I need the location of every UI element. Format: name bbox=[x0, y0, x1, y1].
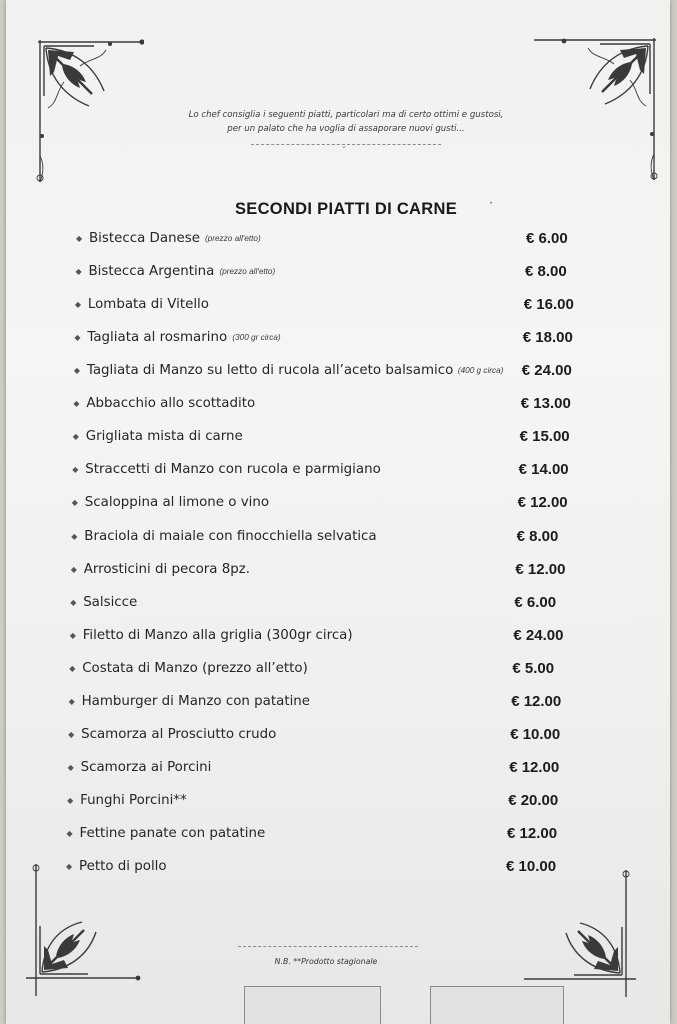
menu-item-price: € 6.00 bbox=[526, 230, 568, 247]
corner-ornament-top-left-icon bbox=[34, 36, 144, 186]
menu-item-note: (prezzo all'etto) bbox=[219, 267, 276, 277]
menu-item-price: € 20.00 bbox=[508, 791, 559, 809]
menu-item-price: € 10.00 bbox=[510, 725, 561, 743]
menu-item-price: € 12.00 bbox=[511, 692, 562, 710]
menu-item-price: € 12.00 bbox=[515, 560, 566, 578]
diamond-bullet-icon: ◆ bbox=[67, 762, 74, 772]
menu-item-name: Scamorza ai Porcini bbox=[80, 759, 212, 775]
menu-item-price: € 15.00 bbox=[519, 428, 570, 446]
diamond-bullet-icon: ◆ bbox=[66, 862, 73, 871]
diamond-bullet-icon: ◆ bbox=[74, 333, 81, 343]
menu-item-name: Arrosticini di pecora 8pz. bbox=[83, 561, 251, 577]
diamond-bullet-icon: ◆ bbox=[70, 597, 77, 607]
chef-intro-line-1: Lo chef consiglia i seguenti piatti, particolari ma di certo ottimi e gustosi, bbox=[188, 110, 504, 120]
menu-item-price: € 5.00 bbox=[512, 659, 555, 677]
diamond-bullet-icon: ◆ bbox=[69, 630, 76, 640]
menu-item-price: € 16.00 bbox=[523, 296, 574, 314]
diamond-bullet-icon: ◆ bbox=[67, 795, 74, 805]
diamond-bullet-icon: ◆ bbox=[76, 234, 83, 243]
menu-item-name: Funghi Porcini** bbox=[80, 792, 187, 808]
menu-item-note: (400 g circa) bbox=[457, 366, 504, 376]
title-dot-icon: • bbox=[490, 201, 493, 207]
diamond-bullet-icon: ◆ bbox=[74, 300, 82, 310]
menu-item-name: Bistecca Danese bbox=[89, 231, 201, 246]
menu-item-name: Scamorza al Prosciutto crudo bbox=[81, 726, 277, 742]
menu-item-name: Tagliata di Manzo su letto di rucola all’aceto balsamico bbox=[86, 363, 454, 379]
diamond-bullet-icon: ◆ bbox=[70, 564, 77, 574]
underlying-page-edge-right bbox=[430, 986, 564, 1024]
diamond-bullet-icon: ◆ bbox=[69, 663, 76, 673]
diamond-bullet-icon: ◆ bbox=[68, 729, 75, 739]
menu-page bbox=[6, 0, 670, 1024]
menu-item-name: Costata di Manzo (prezzo all’etto) bbox=[82, 660, 308, 676]
menu-item-price: € 13.00 bbox=[520, 395, 571, 413]
menu-item-name: Lombata di Vitello bbox=[87, 297, 209, 313]
menu-item-price: € 8.00 bbox=[516, 527, 559, 545]
menu-item-name: Petto di pollo bbox=[79, 859, 167, 874]
menu-item-price: € 24.00 bbox=[513, 626, 564, 644]
diamond-bullet-icon: ◆ bbox=[72, 432, 79, 442]
menu-item-price: € 12.00 bbox=[517, 494, 568, 512]
menu-item-name: Bistecca Argentina bbox=[88, 264, 215, 280]
menu-item-name: Braciola di maiale con finocchiella selvatica bbox=[84, 528, 377, 544]
diamond-bullet-icon: ◆ bbox=[73, 366, 81, 376]
chef-intro bbox=[186, 108, 506, 136]
menu-item-price: € 24.00 bbox=[521, 362, 572, 380]
footnote: N.B. **Prodotto stagionale bbox=[274, 957, 378, 966]
menu-item-name: Salsicce bbox=[83, 594, 138, 610]
diamond-bullet-icon: ◆ bbox=[73, 399, 80, 409]
corner-ornament-bottom-left-icon bbox=[22, 860, 142, 1000]
menu-item-price: € 12.00 bbox=[507, 824, 558, 842]
menu-item-price: € 18.00 bbox=[522, 329, 573, 347]
menu-item-name: Grigliata mista di carne bbox=[85, 429, 243, 445]
menu-item-name: Tagliata al rosmarino bbox=[87, 330, 228, 346]
divider-ornament-icon: ⌄ bbox=[341, 143, 347, 150]
menu-item-name: Fettine panate con patatine bbox=[79, 825, 266, 841]
menu-item-name: Filetto di Manzo alla griglia (300gr circa) bbox=[82, 627, 353, 643]
menu-item-price: € 8.00 bbox=[525, 263, 567, 281]
diamond-bullet-icon: ◆ bbox=[68, 696, 75, 706]
menu-item-price: € 10.00 bbox=[506, 858, 557, 875]
menu-item-name: Straccetti di Manzo con rucola e parmigiano bbox=[85, 462, 381, 478]
diamond-bullet-icon: ◆ bbox=[72, 465, 79, 475]
section-title: SECONDI PIATTI DI CARNE bbox=[234, 200, 458, 218]
menu-item-note: (300 gr circa) bbox=[232, 333, 281, 343]
chef-intro-line-2: per un palato che ha voglia di assaporare nuovi gusti... bbox=[227, 124, 465, 134]
menu-item-name: Scaloppina al limone o vino bbox=[84, 495, 270, 511]
menu-item-name: Abbacchio allo scottadito bbox=[86, 396, 256, 412]
menu-item-name: Hamburger di Manzo con patatine bbox=[81, 693, 311, 709]
diamond-bullet-icon: ◆ bbox=[75, 267, 82, 277]
diamond-bullet-icon: ◆ bbox=[71, 531, 78, 541]
menu-item-note: (prezzo all'etto) bbox=[205, 234, 261, 243]
menu-item-price: € 12.00 bbox=[509, 758, 560, 776]
underlying-page-edge-left bbox=[244, 986, 381, 1024]
footnote-divider bbox=[238, 946, 418, 947]
menu-item-price: € 6.00 bbox=[514, 593, 557, 611]
corner-ornament-top-right-icon bbox=[530, 34, 660, 184]
diamond-bullet-icon: ◆ bbox=[71, 498, 78, 508]
corner-ornament-bottom-right-icon bbox=[520, 866, 640, 1001]
diamond-bullet-icon: ◆ bbox=[66, 828, 73, 838]
menu-item-price: € 14.00 bbox=[518, 461, 569, 479]
